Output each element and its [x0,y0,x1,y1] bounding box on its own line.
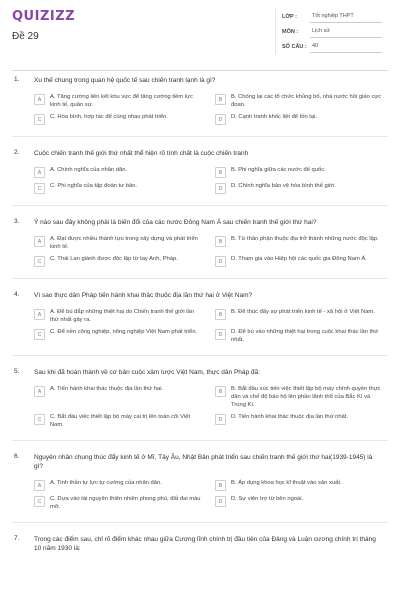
meta-value: Tốt nghiệp THPT [310,10,382,23]
answer-option[interactable] [34,413,201,429]
answer-options [34,235,382,267]
meta-row-class [282,9,382,24]
answer-option[interactable] [215,328,382,344]
page-header [0,0,400,52]
answer-option[interactable] [215,166,382,178]
answer-option[interactable] [215,235,382,251]
question-text: Trong các điểm sau, chỉ rõ điểm khác nhau giữa Cương lĩnh chính trị đầu tiên của Đảng và Luận cương chính trị tháng 10 năm 1930 là: [34,536,376,552]
answer-options [34,308,382,344]
option-letter-box: D [215,414,226,425]
answer-option[interactable] [215,385,382,409]
option-letter-box: B [215,94,226,105]
option-letter-box: C [34,114,45,125]
option-letter-box: B [215,167,226,178]
answer-option[interactable] [34,255,201,267]
answer-option[interactable] [34,113,201,125]
answer-options [34,479,382,511]
option-letter-box: A [34,309,45,320]
question-number: 4. [14,291,20,298]
question-text: Vì sao thực dân Pháp tiến hành khai thác thuộc địa lần thứ hai ở Việt Nam? [34,292,253,299]
answer-options [34,93,382,125]
option-letter-box: C [34,414,45,425]
answer-option[interactable] [34,328,201,344]
option-letter-box: C [34,329,45,340]
meta-label: LỚP : [282,13,297,20]
option-letter-box: A [34,480,45,491]
option-letter-box: D [215,329,226,340]
answer-option[interactable] [34,385,201,409]
question-text: Cuộc chiến tranh thế giới thứ nhất thể hiện rõ tính chất là cuộc chiến tranh [34,150,249,157]
question-divider [12,136,388,137]
answer-option[interactable] [34,182,201,194]
meta-value: Lịch sử [310,25,382,38]
question-item [0,291,400,356]
option-text: D. Chính nghĩa bảo vệ hòa bình thế giới. [231,183,336,189]
option-text: B. Để thúc đẩy sự phát triển kinh tế - xã hội ở Việt Nam. [231,309,375,315]
question-item [0,368,400,441]
option-letter-box: D [215,496,226,507]
question-divider [12,355,388,356]
document-title: Đề 29 [12,31,39,42]
option-letter-box: D [215,183,226,194]
option-text: D. Tiến hành khai thác thuộc địa lần thứ nhất. [231,414,348,420]
option-text: B. Phi nghĩa giữa các nước đế quốc. [231,167,326,173]
option-letter-box: D [215,256,226,267]
question-text: Nguyên nhân chung thúc đẩy kinh tế ở Mĩ, Tây Âu, Nhật Bản phát triển sau chiến tranh thế giới thứ hai(1939-1945) là gì? [34,454,373,470]
option-letter-box: B [215,480,226,491]
option-text: D. Để bù vào những thiệt hại trong cuộc khai thác lần thứ nhất. [231,329,379,343]
answer-option[interactable] [215,495,382,511]
option-text: A. Chính nghĩa của nhân dân. [50,167,128,173]
question-item [0,218,400,279]
option-text: D. Sự viện trợ từ bên ngoài. [231,496,304,502]
answer-option[interactable] [34,166,201,178]
answer-option[interactable] [215,479,382,491]
answer-option[interactable] [215,255,382,267]
header-divider [12,70,388,71]
answer-option[interactable] [215,182,382,194]
question-divider [12,522,388,523]
question-item [0,453,400,523]
answer-option[interactable] [215,93,382,109]
option-text: C. Thái Lan giành được độc lập từ tay Anh, Pháp. [50,256,178,262]
option-letter-box: A [34,94,45,105]
meta-row-subject [282,24,382,39]
question-list [0,76,400,565]
answer-option[interactable] [215,413,382,429]
option-text: A. Đạt được nhiều thành tựu trong xây dựng và phát triển kinh tế. [50,236,198,250]
option-text: B. Từ thân phận thuộc địa trở thành những nước độc lập. [231,236,379,242]
option-letter-box: A [34,386,45,397]
option-letter-box: C [34,496,45,507]
answer-option[interactable] [34,479,201,491]
option-letter-box: C [34,183,45,194]
meta-label: SỐ CÂU : [282,43,307,50]
option-letter-box: A [34,236,45,247]
option-text: B. Áp dụng khoa học kĩ thuật vào sản xuất. [231,480,342,486]
option-text: A. Tăng cường liên kết khu vực để tăng cường tiềm lực kinh tế, quân sự. [50,94,193,108]
option-text: D. Cạnh tranh khốc liệt để tồn tại. [231,114,318,120]
option-letter-box: D [215,114,226,125]
option-letter-box: B [215,386,226,397]
option-text: C. Phi nghĩa của tập đoàn tư bản. [50,183,138,189]
question-divider [12,440,388,441]
question-text: Xu thế chung trong quan hệ quốc tế sau chiến tranh lạnh là gì? [34,77,216,84]
question-divider [12,205,388,206]
answer-options [34,385,382,429]
question-text: Ý nào sau đây không phải là biến đổi của các nước Đông Nam Á sau chiến tranh thế giới thứ hai? [34,219,317,226]
option-letter-box: C [34,256,45,267]
answer-option[interactable] [215,308,382,324]
answer-option[interactable] [34,93,201,109]
option-text: C. Dựa vào tài nguyên thiên nhiên phong phú, đất đai màu mỡ. [50,496,201,510]
question-number: 5. [14,368,20,375]
option-text: A. Tinh thần tự lực tự cường của nhân dân. [50,480,162,486]
option-text: D. Tham gia vào Hiệp hội các quốc gia Đông Nam Á. [231,256,367,262]
question-item [0,149,400,206]
option-text: A. Tiến hành khai thác thuộc địa lần thứ hai. [50,386,164,392]
meta-value: 40 [310,40,382,53]
question-divider [12,278,388,279]
question-number: 1. [14,76,20,83]
question-item [0,535,400,553]
answer-options [34,166,382,194]
option-letter-box: B [215,309,226,320]
answer-option[interactable] [34,235,201,251]
question-number: 6. [14,453,20,460]
question-text: Sau khi đã hoàn thành về cơ bản cuộc xâm lược Việt Nam, thực dân Pháp đã: [34,369,260,376]
option-letter-box: A [34,167,45,178]
question-number: 7. [14,535,20,542]
question-item [0,76,400,137]
option-text: B. Bắt đầu xúc tiến việc thiết lập bộ máy chính quyền thực dân và chế độ bảo hộ lên phần lãnh thổ của Bắc Kì và Trung Kì. [231,386,381,408]
option-text: B. Chống lại các tổ chức khủng bố, nhà nước hồi giáo cực đoan. [231,94,382,108]
meta-row-question-count [282,39,382,54]
quizizz-logo: QUIZIZZ [12,9,76,24]
question-number: 2. [14,149,20,156]
option-text: C. Hòa bình, hợp tác để cùng nhau phát triển. [50,114,168,120]
option-letter-box: B [215,236,226,247]
question-number: 3. [14,218,20,225]
meta-label: MÔN : [282,28,299,35]
option-text: C. Bắt đầu việc thiết lập bộ máy cai trị lên toàn cõi Việt Nam. [50,414,191,428]
option-text: C. Để nền công nghiệp, nông nghiệp Việt Nam phát triển. [50,329,198,335]
answer-option[interactable] [34,495,201,511]
answer-option[interactable] [215,113,382,125]
meta-info-box [275,9,382,54]
option-text: A. Để bù đắp những thiệt hại do Chiến tranh thế giới lần thứ nhất gây ra. [50,309,195,323]
answer-option[interactable] [34,308,201,324]
